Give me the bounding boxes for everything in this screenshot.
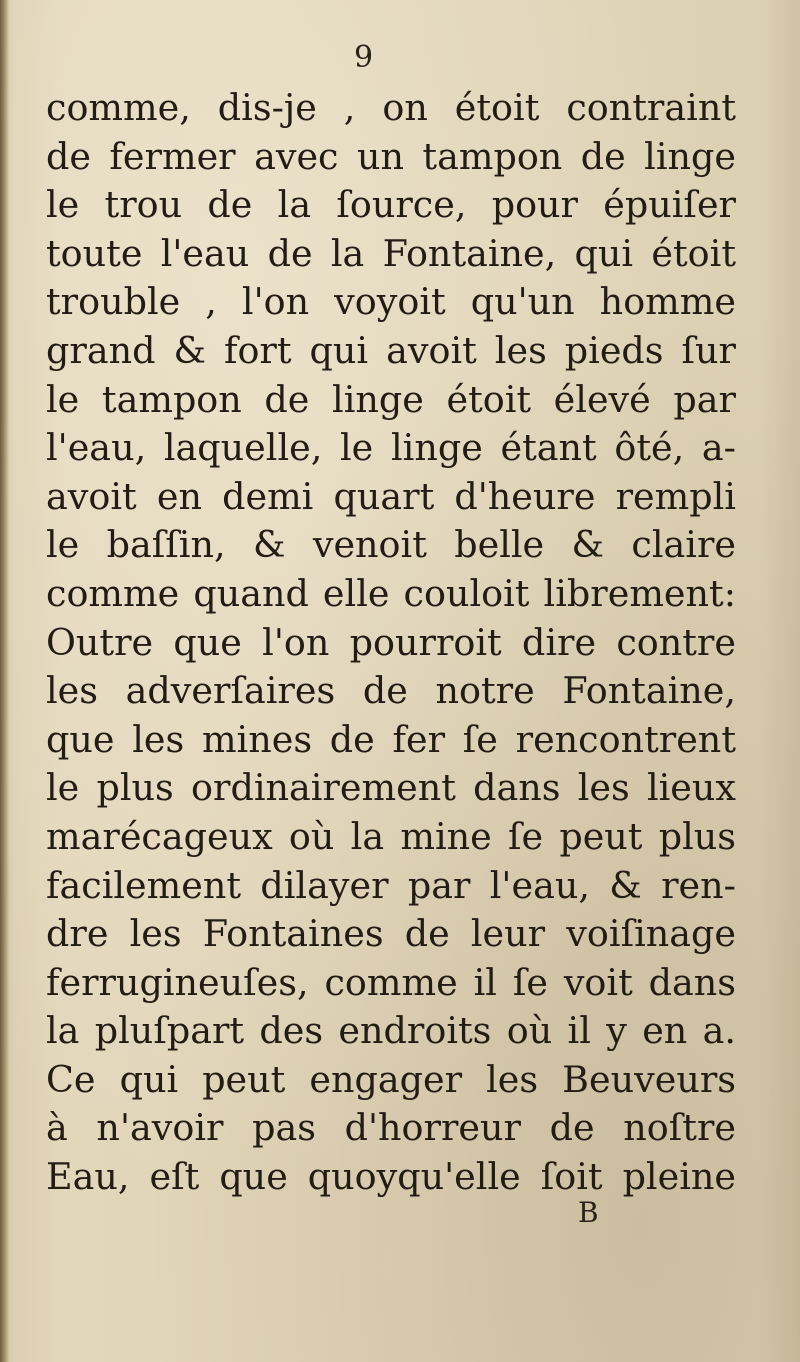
text-line: le trou de la ſource, pour épuiſer [46, 183, 736, 227]
text-line: le plus ordinairement dans les lieux [46, 766, 736, 810]
text-line: facilement dilayer par l'eau, & ren- [46, 863, 736, 907]
text-line: comme, dis-je , on étoit contraint [46, 86, 736, 129]
text-line: avoit en demi quart d'heure rempli [46, 474, 736, 518]
text-line: l'eau, laquelle, le linge étant ôté, a- [46, 426, 736, 470]
text-line: ferrugineuſes, comme il ſe voit dans [46, 960, 736, 1004]
binding-gutter [0, 0, 9, 1362]
text-line: toute l'eau de la Fontaine, qui étoit [46, 231, 736, 275]
text-line: comme quand elle couloit librement: [46, 571, 736, 615]
text-line: la pluſpart des endroits où il y en a. [46, 1009, 736, 1053]
text-line: marécageux où la mine ſe peut plus [46, 814, 736, 858]
text-line: Ce qui peut engager les Beuveurs [46, 1057, 736, 1101]
signature-mark: B [578, 1196, 599, 1229]
text-line: à n'avoir pas d'horreur de noſtre [46, 1106, 736, 1150]
text-line: le tampon de linge étoit élevé par [46, 377, 736, 421]
text-line: grand & fort qui avoit les pieds ſur [46, 328, 736, 372]
text-line: que les mines de fer ſe rencontrent [46, 717, 736, 761]
text-line: dre les Fontaines de leur voiſinage [46, 912, 736, 956]
text-line: Outre que l'on pourroit dire contre [46, 620, 736, 664]
text-line: Eau, eſt que quoyqu'elle ſoit pleine [46, 1155, 736, 1199]
text-line: le baſſin, & venoit belle & claire [46, 523, 736, 567]
text-line: les adverſaires de notre Fontaine, [46, 669, 736, 713]
text-line: trouble , l'on voyoit qu'un homme [46, 280, 736, 324]
body-text [46, 84, 736, 1202]
page-number: 9 [354, 40, 374, 75]
text-line: de fermer avec un tampon de linge [46, 134, 736, 178]
